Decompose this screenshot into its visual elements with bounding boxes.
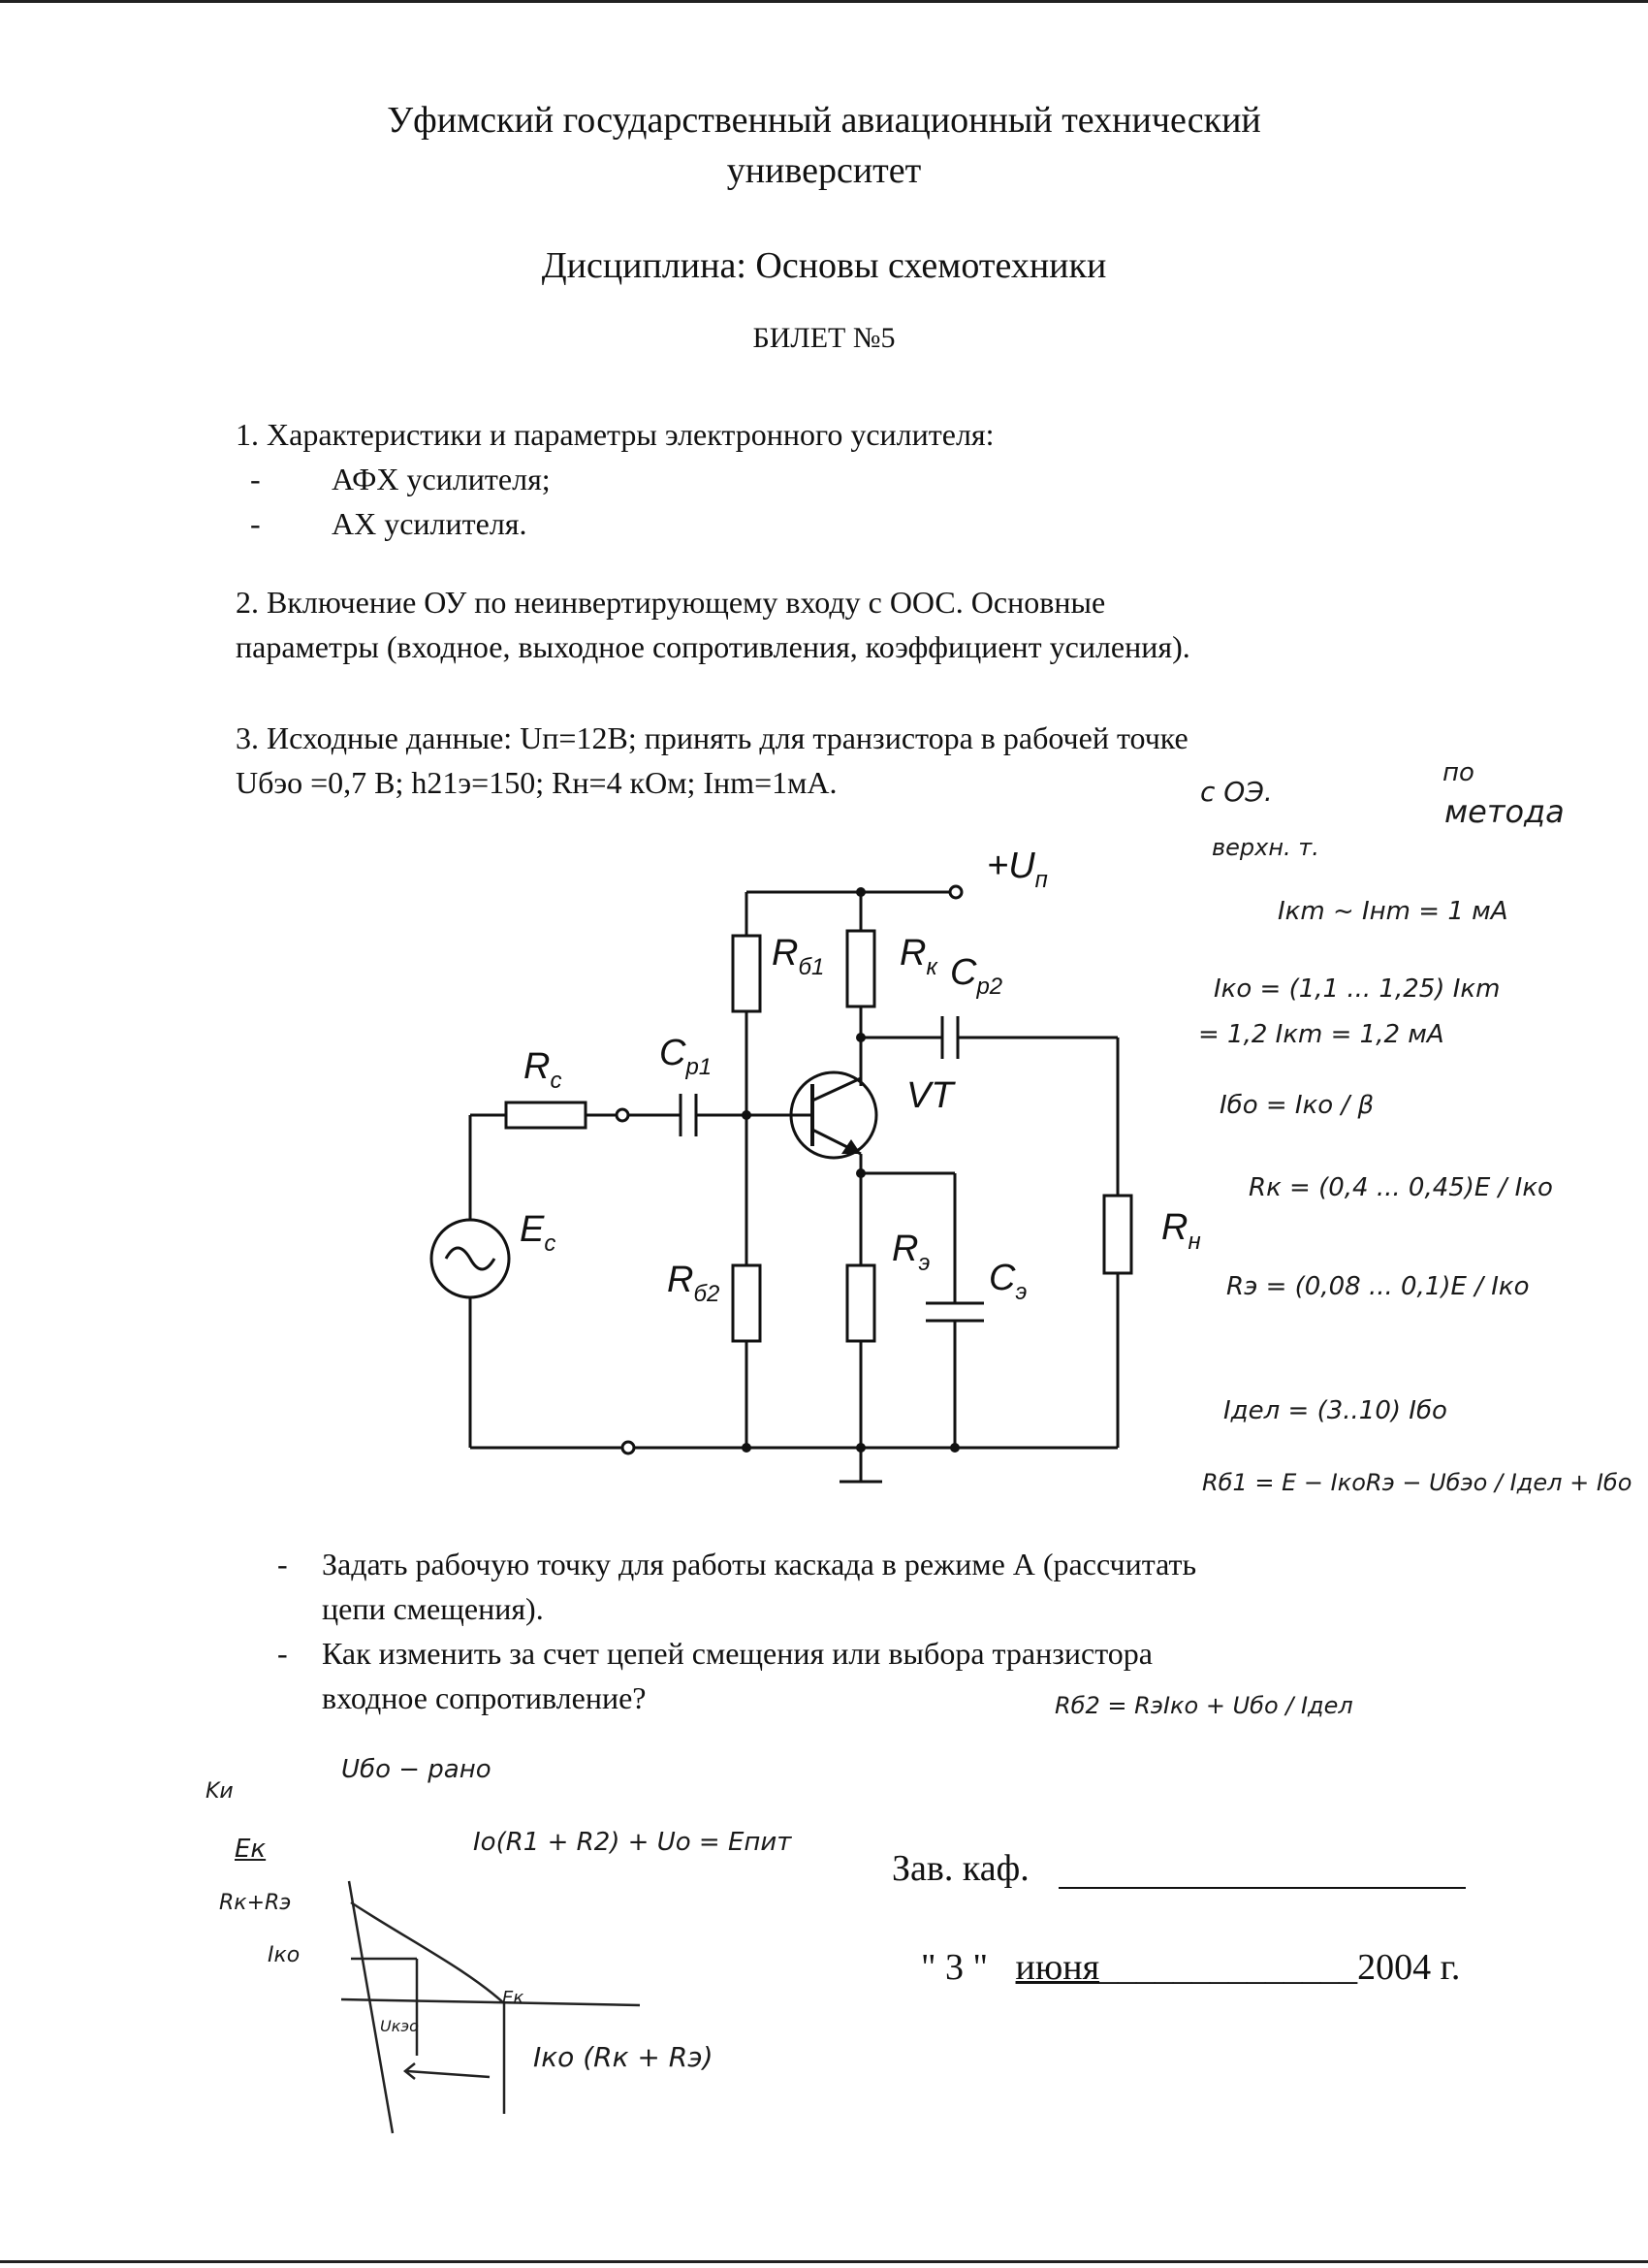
handwritten-note: Eк [502, 1988, 524, 2008]
label-supply: $+U_п$ [987, 846, 1048, 893]
bullet-dash: - [250, 506, 261, 541]
handwritten-note: Rб2 = RэIко + Uбо / Iдел [1055, 1692, 1353, 1719]
handwritten-note: Rэ = (0,08 ... 0,1)E / Iко [1226, 1272, 1530, 1301]
label-rn: $R_н$ [1161, 1207, 1201, 1255]
handwritten-note: Rк = (0,4 ... 0,45)E / Iко [1249, 1173, 1553, 1202]
date-year: 2004 г. [1357, 1947, 1461, 1988]
task2-line1: Как изменить за счет цепей смещения или выбора транзистора [322, 1636, 1153, 1671]
label-ec: $E_с$ [520, 1209, 556, 1257]
handwritten-note: = 1,2 Iкm = 1,2 мА [1198, 1020, 1444, 1049]
bullet-dash: - [250, 462, 261, 496]
question1-item-1: АФХ усилителя; [332, 462, 551, 496]
handwritten-note: Iко = (1,1 ... 1,25) Iкm [1214, 974, 1501, 1004]
handwritten-note: Iдел = (3..10) Iбо [1223, 1396, 1447, 1425]
handwritten-note: верхн. т. [1212, 834, 1319, 861]
task2-dash: - [277, 1636, 288, 1671]
label-re: $R_э$ [892, 1229, 931, 1276]
resistor-rb1 [733, 936, 760, 1011]
output-ground-terminal [622, 1442, 634, 1453]
handwritten-note: Eк [235, 1835, 267, 1864]
date-day: " 3 " [921, 1947, 989, 1988]
label-ce: $C_э$ [989, 1258, 1028, 1305]
label-rk: $R_к$ [900, 933, 937, 980]
resistor-rn [1104, 1196, 1131, 1273]
question2-line1: 2. Включение ОУ по неинвертирующему входу с ООС. Основные [236, 585, 1106, 620]
approval-date: " 3 " июня______________2004 г. [921, 1947, 1461, 1988]
handwritten-note: по [1442, 758, 1474, 787]
date-month: июня [1015, 1947, 1100, 1988]
handwritten-note: Iбо = Iко / β [1220, 1091, 1375, 1120]
handwritten-note: Rк+Rэ [219, 1891, 292, 1915]
label-cp1: $C_{р1}$ [659, 1033, 713, 1080]
label-rs: $R_с$ [523, 1046, 562, 1094]
supply-terminal [950, 886, 962, 898]
handdrawn-load-line-sketch [341, 1881, 640, 2133]
task2-line2: входное сопротивление? [322, 1680, 647, 1715]
resistor-rs [506, 1102, 586, 1128]
input-terminal [617, 1109, 628, 1121]
handwritten-note: с ОЭ. [1200, 776, 1273, 808]
handwritten-note: Kи [206, 1779, 234, 1804]
handwritten-note: Iко (Rк + Rэ) [533, 2041, 713, 2073]
discipline-title: Дисциплина: Основы схемотехники [541, 245, 1107, 286]
handwritten-note: Iо(R1 + R2) + Uо = Eпит [473, 1828, 792, 1857]
task1-line2: цепи смещения). [322, 1591, 544, 1626]
resistor-rk [847, 931, 874, 1006]
handwritten-note: Iкm ~ Iнm = 1 мА [1278, 897, 1508, 926]
task1-dash: - [277, 1547, 288, 1581]
handwritten-note: Rб1 = E − IкоRэ − Uбэо / Iдел + Iбо [1202, 1469, 1632, 1496]
signature-line [1059, 1887, 1466, 1889]
handwritten-note: метода [1444, 793, 1565, 830]
resistor-re [847, 1265, 874, 1341]
university-line1: Уфимский государственный авиационный технический [387, 100, 1261, 141]
ticket-number: БИЛЕТ №5 [752, 322, 896, 354]
handwritten-note: Uкэо [380, 2017, 419, 2035]
university-line2: университет [726, 150, 922, 191]
question3-line2: Uбэо =0,7 В; h21э=150; Rн=4 кОм; Iнm=1мА. [236, 765, 838, 800]
label-rb2: $R_{б2}$ [667, 1260, 720, 1307]
head-of-department-label: Зав. каф. [892, 1848, 1030, 1889]
label-rb1: $R_{б1}$ [772, 933, 825, 980]
handwritten-note: Uбо − рано [341, 1755, 491, 1784]
handwritten-note: Iко [268, 1943, 301, 1967]
label-vt: VT [906, 1075, 954, 1116]
question1-item-2: АХ усилителя. [332, 506, 527, 541]
question1-title: 1. Характеристики и параметры электронного усилителя: [236, 417, 995, 452]
label-cp2: $C_{р2}$ [950, 952, 1003, 1000]
question2-line2: параметры (входное, выходное сопротивления, коэффициент усиления). [236, 629, 1190, 664]
resistor-rb2 [733, 1265, 760, 1341]
question3-line1: 3. Исходные данные: Uп=12В; принять для транзистора в рабочей точке [236, 720, 1188, 755]
task1-line1: Задать рабочую точку для работы каскада в режиме А (рассчитать [322, 1547, 1197, 1581]
